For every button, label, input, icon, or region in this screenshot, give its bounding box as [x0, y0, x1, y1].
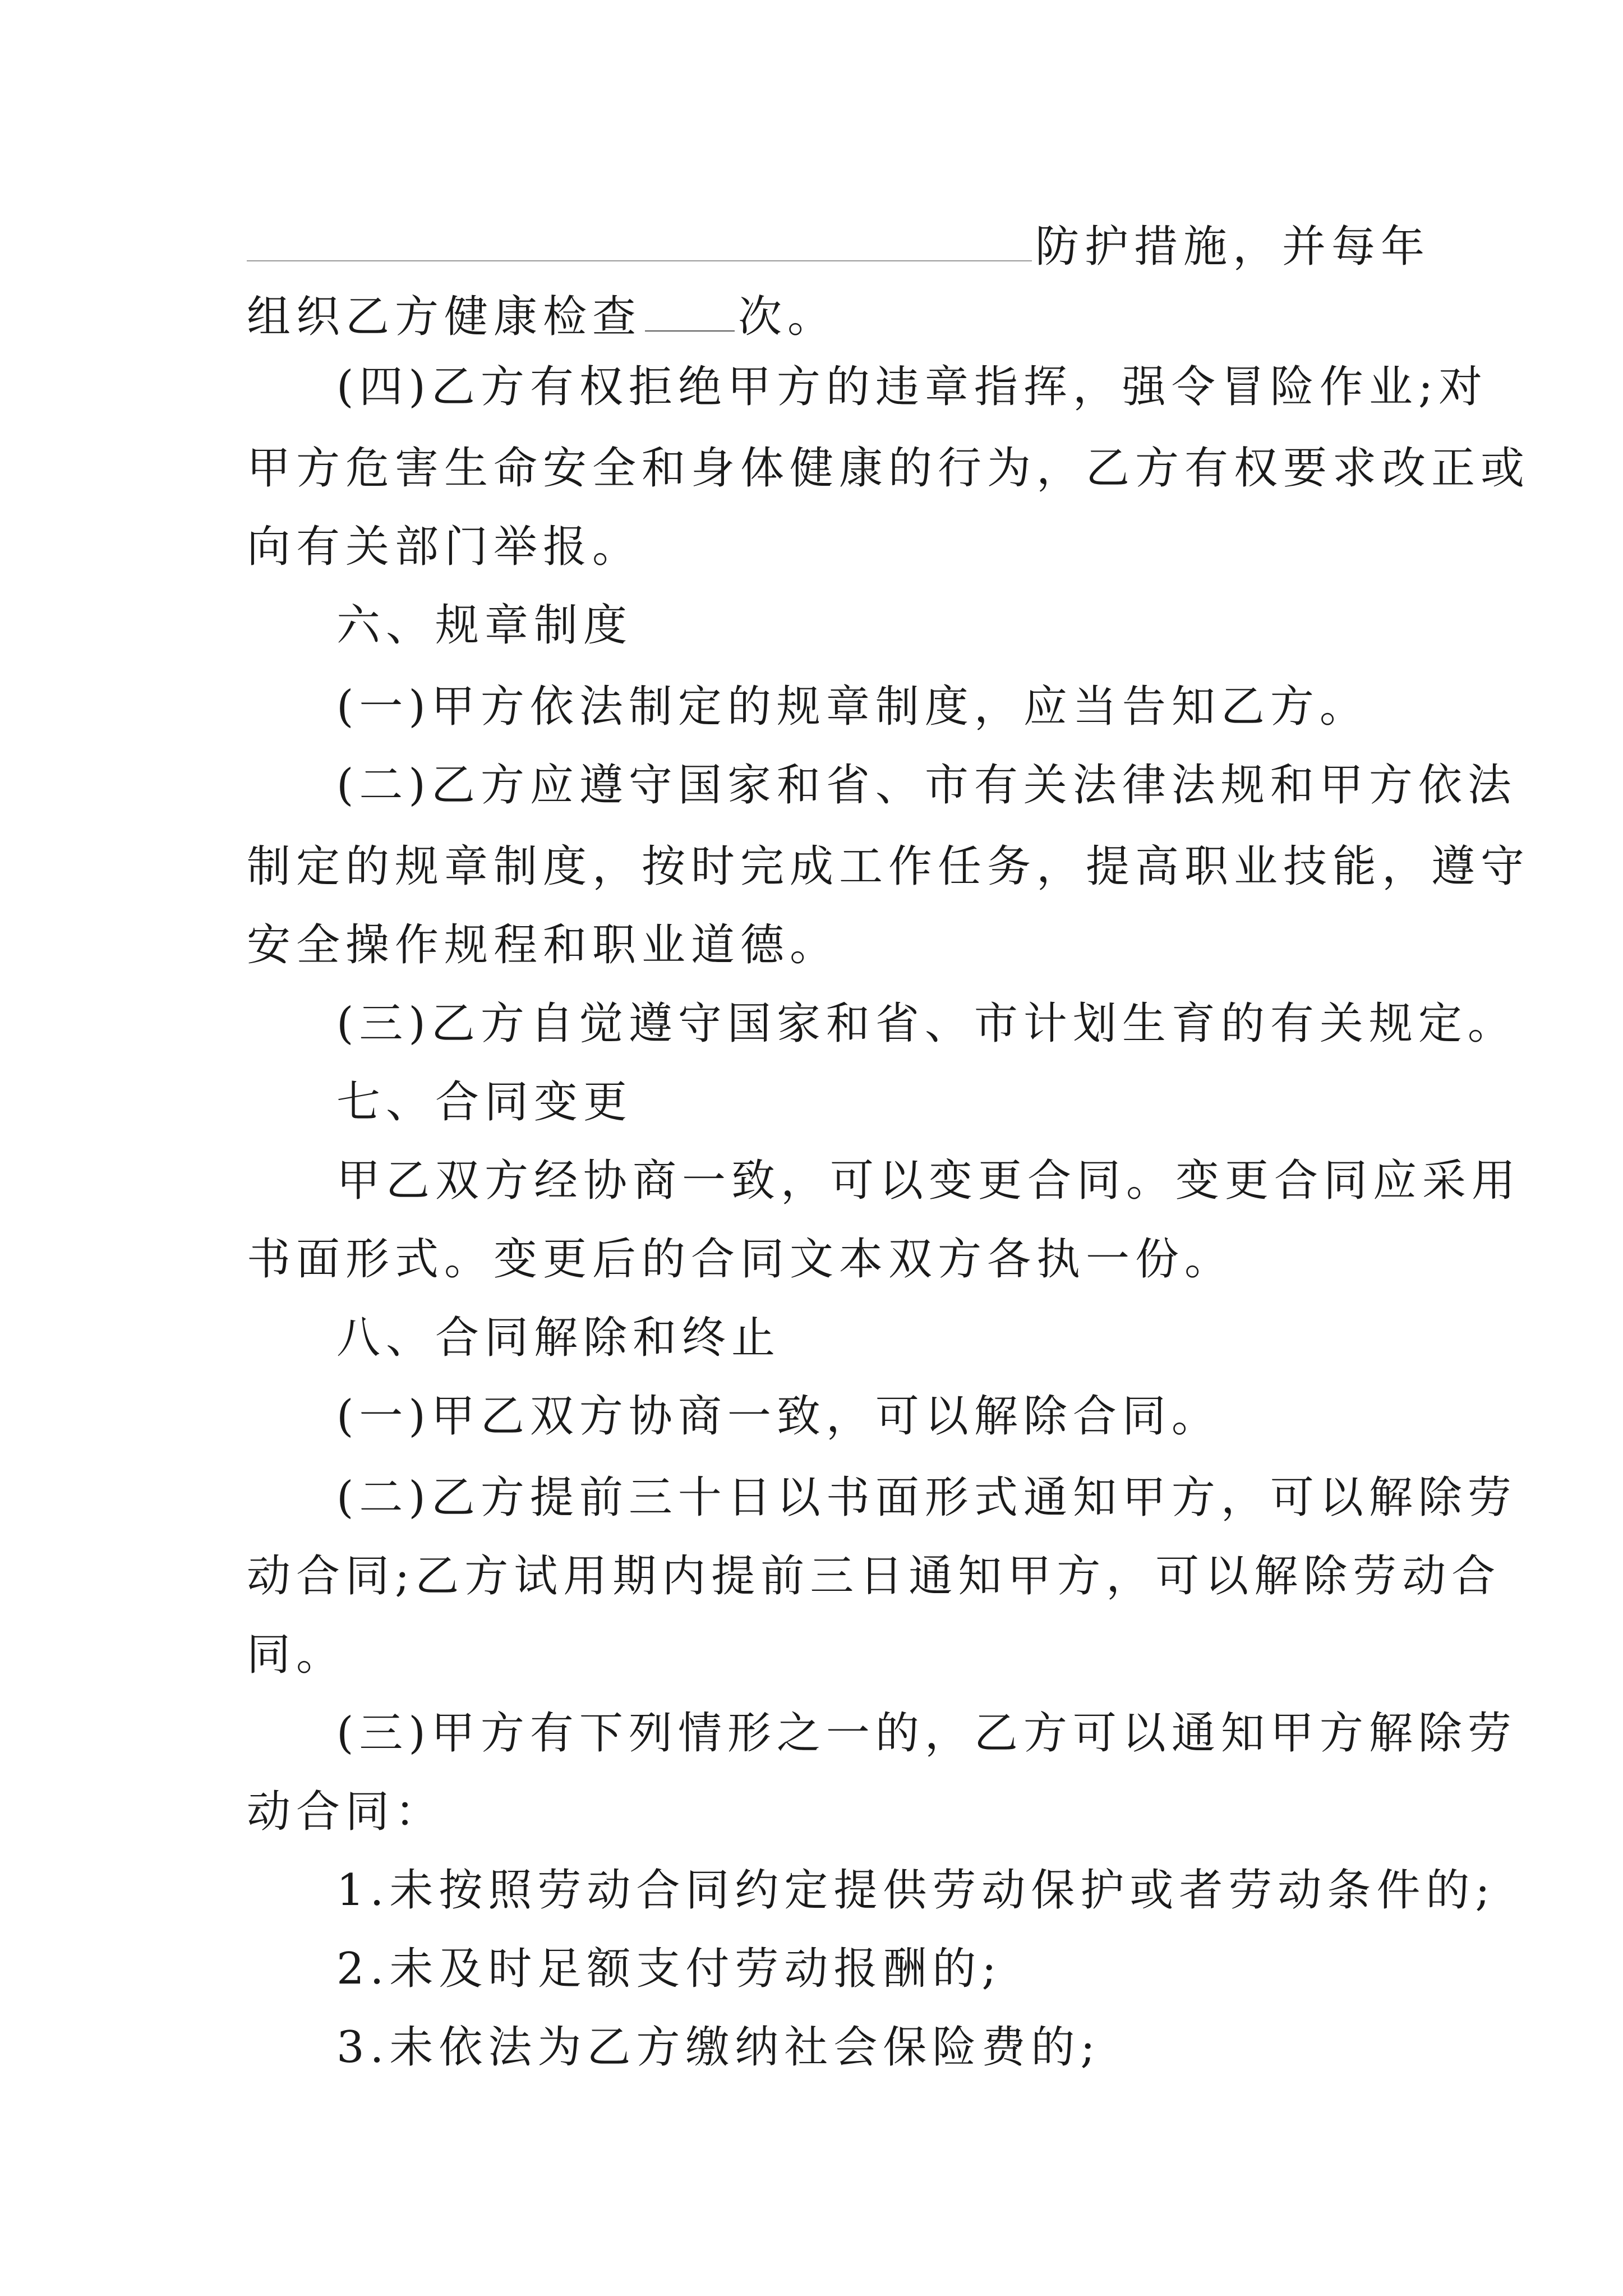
text-line-10: 安全操作规程和职业道德。	[247, 920, 840, 970]
text-line-8: (二)乙方应遵守国家和省、市有关法律法规和甲方依法	[336, 760, 1517, 811]
text-line-16: (一)甲乙双方协商一致，可以解除合同。	[336, 1391, 1221, 1442]
list-item: 1.未按照劳动合同约定提供劳动保护或者劳动条件的;	[336, 1865, 1496, 1916]
section-heading: 六、规章制度	[336, 600, 633, 651]
text-line-5: 向有关部门举报。	[247, 522, 642, 572]
list-item: 2.未及时足额支付劳动报酬的;	[336, 1944, 1002, 1994]
section-heading: 八、合同解除和终止	[336, 1313, 781, 1363]
fill-in-blank	[645, 287, 735, 332]
text-line-2	[247, 286, 1391, 348]
text-line-14: 书面形式。变更后的合同文本双方各执一份。	[247, 1234, 1234, 1285]
text-line-19: 同。	[247, 1630, 346, 1680]
text-line-9: 制定的规章制度，按时完成工作任务，提高职业技能，遵守	[247, 841, 1530, 892]
text-line-7: (一)甲方依法制定的规章制度，应当告知乙方。	[336, 682, 1369, 732]
section-heading: 七、合同变更	[336, 1077, 633, 1128]
line-text: 次。	[738, 292, 837, 342]
line-text: 组织乙方健康检查	[247, 292, 642, 342]
text-line-13: 甲乙双方经协商一致，可以变更合同。变更合同应采用	[336, 1156, 1521, 1206]
line-text: 防护措施，并每年	[1035, 222, 1431, 272]
text-line-1	[247, 216, 1431, 278]
list-item: 3.未依法为乙方缴纳社会保险费的;	[336, 2022, 1101, 2073]
text-line-3: (四)乙方有权拒绝甲方的违章指挥，强令冒险作业;对	[336, 362, 1488, 412]
fill-in-blank	[247, 217, 1032, 261]
text-line-21: 动合同：	[247, 1787, 445, 1837]
text-line-11: (三)乙方自觉遵守国家和省、市计划生育的有关规定。	[336, 999, 1517, 1049]
text-line-4: 甲方危害生命安全和身体健康的行为，乙方有权要求改正或	[247, 443, 1530, 494]
text-line-17: (二)乙方提前三十日以书面形式通知甲方，可以解除劳	[336, 1473, 1517, 1523]
text-line-18: 动合同;乙方试用期内提前三日通知甲方，可以解除劳动合	[247, 1551, 1501, 1602]
text-line-20: (三)甲方有下列情形之一的，乙方可以通知甲方解除劳	[336, 1708, 1517, 1759]
